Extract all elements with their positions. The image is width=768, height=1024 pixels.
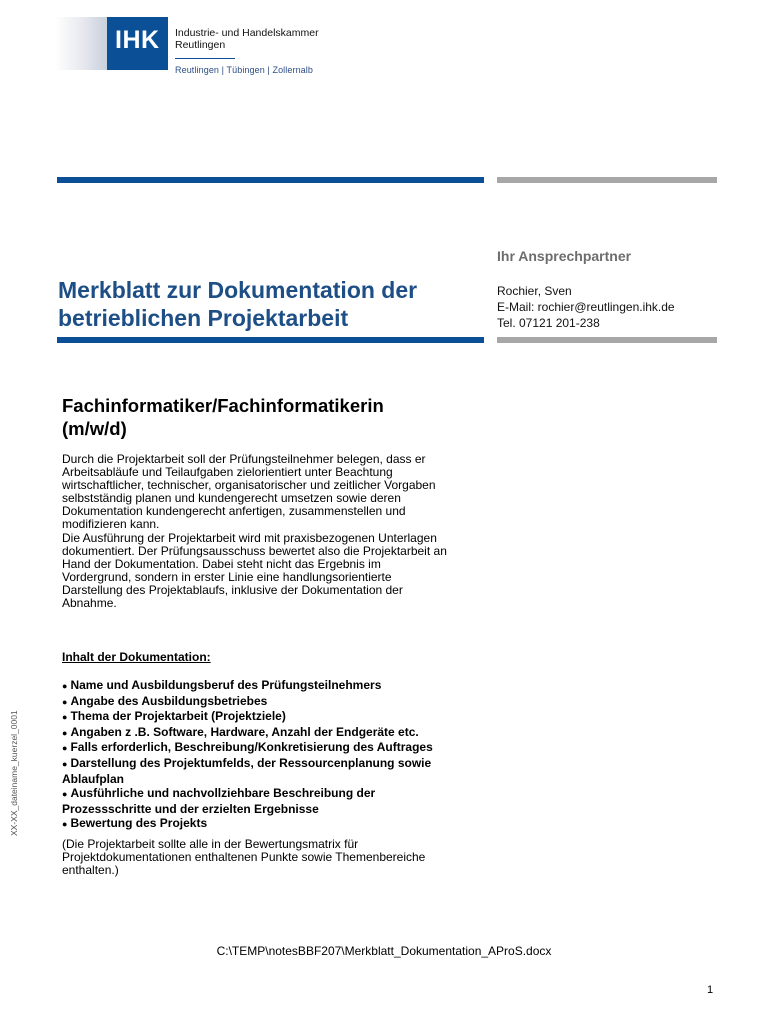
list-item — [62, 740, 482, 756]
bullet-icon: ● — [62, 758, 68, 769]
note-paragraph — [62, 838, 487, 877]
intro-line: selbstständig planen und kundengerecht umsetzen sowie deren — [62, 491, 401, 506]
title-rule-gray — [497, 337, 717, 343]
list-item — [62, 678, 482, 694]
intro-line: Arbeitsabläufe und Teilaufgaben zielorientiert unter Beachtung — [62, 465, 393, 480]
page-title-line2: betrieblichen Projektarbeit — [58, 305, 349, 331]
page-number: 1 — [707, 984, 714, 996]
top-rule-blue — [57, 177, 484, 183]
intro-line: Durch die Projektarbeit soll der Prüfungsteilnehmer belegen, dass er — [62, 452, 426, 466]
subtitle-line1: Fachinformatiker/Fachinformatikerin — [62, 395, 384, 416]
note-line: enthalten.) — [62, 863, 119, 878]
contact-heading: Ihr Ansprechpartner — [497, 248, 632, 264]
list-item-text: Angaben z .B. Software, Hardware, Anzahl der Endgeräte etc. — [70, 724, 419, 739]
list-item-text: Darstellung des Projektumfelds, der Ressourcenplanung sowie — [70, 755, 432, 770]
list-item — [62, 756, 482, 786]
logo-gradient — [55, 17, 107, 70]
content-list — [62, 678, 482, 832]
subtitle — [62, 394, 384, 440]
note-line: (Die Projektarbeit sollte alle in der Bewertungsmatrix für — [62, 837, 359, 851]
list-item — [62, 694, 482, 710]
bullet-icon: ● — [62, 696, 68, 707]
logo-abbr: IHK — [115, 26, 160, 54]
list-item-text: Ausführliche und nachvollziehbare Beschreibung der — [70, 786, 376, 801]
list-item-text: Name und Ausbildungsberuf des Prüfungsteilnehmers — [70, 678, 382, 692]
list-item-text-cont: Ablaufplan — [62, 771, 124, 786]
intro-line: dokumentiert. Der Prüfungsausschuss bewertet also die Projektarbeit an — [62, 543, 447, 558]
logo-name-line1: Industrie- und Handelskammer — [175, 27, 319, 39]
footer-file-path: C:\TEMP\notesBBF207\Merkblatt_Dokumentation_AProS.docx — [216, 944, 552, 958]
intro-line: Abnahme. — [62, 596, 117, 611]
page-title — [58, 276, 488, 332]
list-item-text: Angabe des Ausbildungsbetriebes — [70, 693, 268, 708]
intro-line: Die Ausführung der Projektarbeit wird mit praxisbezogenen Unterlagen — [62, 530, 437, 545]
intro-line: Hand der Dokumentation. Dabei steht nicht das Ergebnis im — [62, 556, 381, 571]
intro-line: wirtschaftlicher, technischer, organisatorischer und zeitlicher Vorgaben — [62, 478, 436, 493]
bullet-icon: ● — [62, 681, 68, 691]
side-reference: XX-XX_dateiname_kuerzel_0001 — [9, 710, 19, 836]
list-item-text: Thema der Projektarbeit (Projektziele) — [70, 709, 286, 724]
list-item-text-cont: Prozessschritte und der erzielten Ergebnisse — [62, 801, 319, 816]
contact-email: E-Mail: rochier@reutlingen.ihk.de — [497, 300, 675, 314]
page-title-line1: Merkblatt zur Dokumentation der — [58, 277, 418, 303]
logo-divider — [175, 58, 235, 59]
list-item — [62, 725, 482, 741]
bullet-icon: ● — [62, 819, 68, 830]
intro-paragraph — [62, 453, 487, 610]
bullet-icon: ● — [62, 712, 68, 723]
note-line: Projektdokumentationen enthaltenen Punkte sowie Themenbereiche — [62, 850, 426, 865]
contact-phone: Tel. 07121 201-238 — [497, 316, 600, 330]
subtitle-line2: (m/w/d) — [62, 418, 127, 439]
contact-name: Rochier, Sven — [497, 284, 572, 298]
bullet-icon: ● — [62, 789, 68, 800]
list-item-text: Falls erforderlich, Beschreibung/Konkretisierung des Auftrages — [70, 740, 433, 755]
logo-locations: Reutlingen | Tübingen | Zollernalb — [175, 65, 313, 75]
list-item — [62, 709, 482, 725]
logo-name — [175, 27, 319, 51]
list-item — [62, 786, 482, 816]
section-heading: Inhalt der Dokumentation: — [62, 650, 211, 664]
title-rule-blue — [57, 337, 484, 343]
list-item — [62, 816, 482, 832]
intro-line: Darstellung des Projektablaufs, inklusive der Dokumentation der — [62, 582, 403, 597]
intro-line: Dokumentation kundengerecht anfertigen, zusammenstellen und — [62, 504, 406, 519]
logo-mark — [107, 17, 168, 70]
bullet-icon: ● — [62, 727, 68, 738]
top-rule-gray — [497, 177, 717, 183]
intro-line: modifizieren kann. — [62, 517, 160, 532]
logo-name-line2: Reutlingen — [175, 39, 226, 51]
bullet-icon: ● — [62, 743, 68, 754]
intro-line: Vordergrund, sondern in erster Linie eine handlungsorientierte — [62, 569, 392, 584]
list-item-text: Bewertung des Projekts — [70, 816, 208, 831]
